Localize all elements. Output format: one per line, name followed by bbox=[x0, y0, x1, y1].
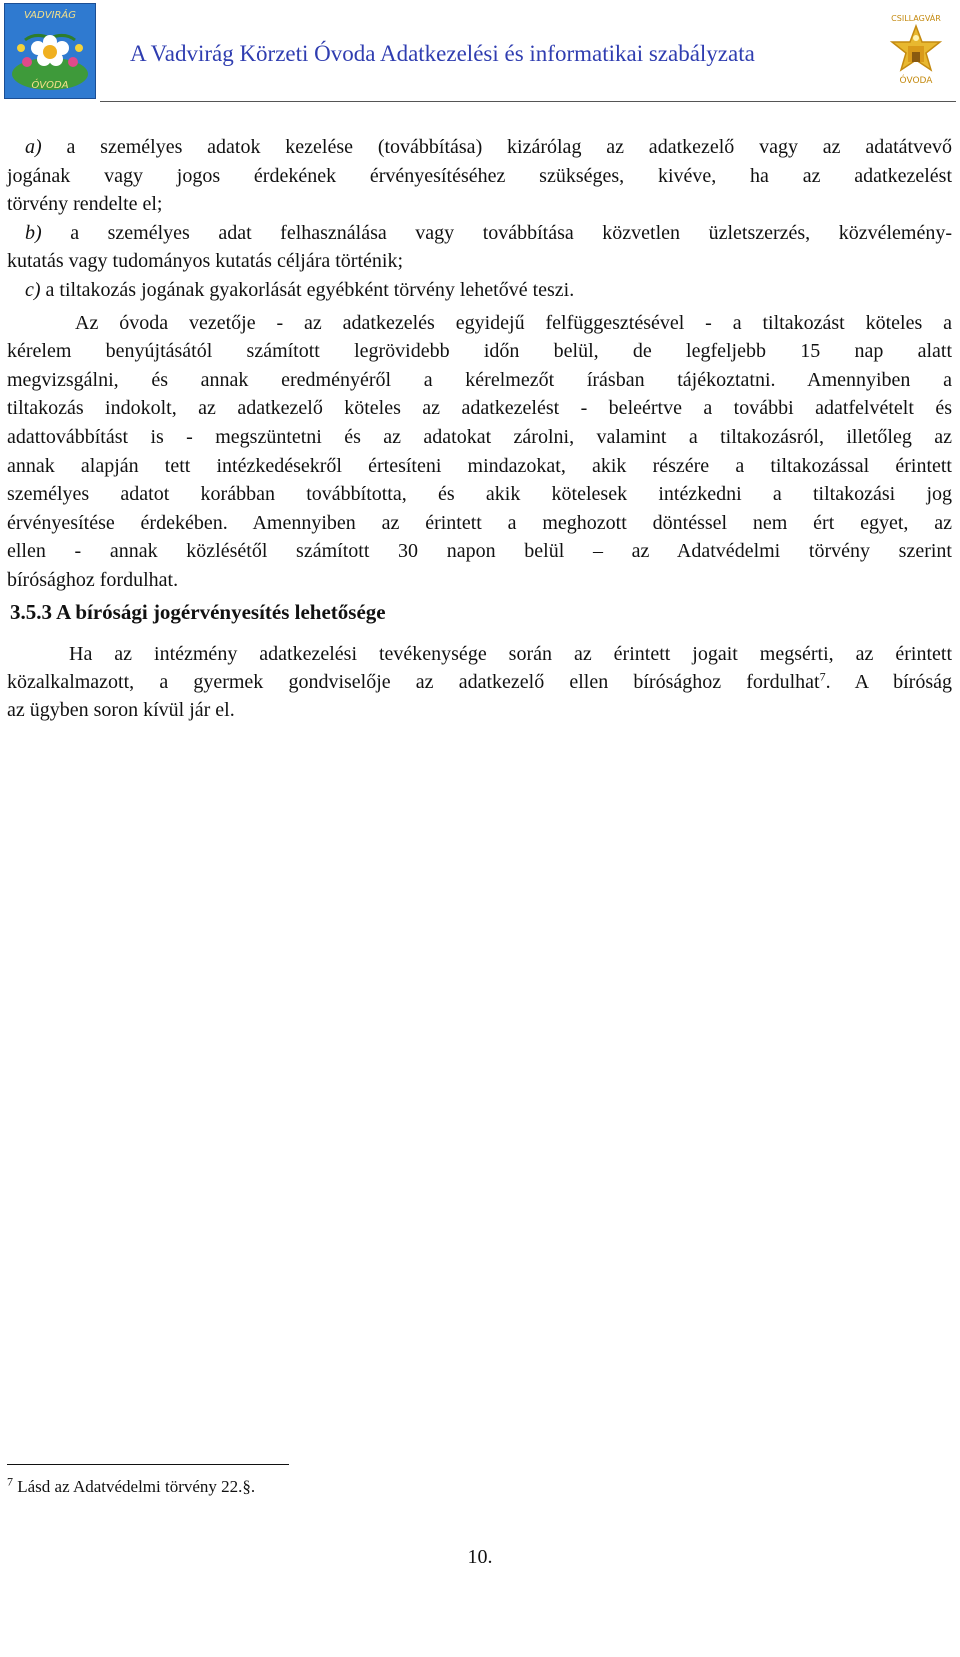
list-item-a bbox=[7, 133, 952, 219]
paragraph-line: érvényesítése érdekében. Amennyiben az érintett a meghozott döntéssel nem ért egyet, az bbox=[7, 511, 952, 534]
list-item-label: b) bbox=[25, 221, 42, 244]
csillagvar-logo-text-top: CSILLAGVÁR bbox=[891, 14, 941, 23]
paragraph-line: személyes adatot korábban továbbította, és akik kötelesek intézkedni a tiltakozási jog bbox=[7, 483, 952, 506]
page-number: 10. bbox=[467, 1546, 493, 1568]
paragraph-line bbox=[7, 668, 952, 696]
paragraph-line: az ügyben soron kívül jár el. bbox=[7, 699, 235, 721]
paragraph-text: . A bíróság bbox=[825, 671, 953, 693]
list-item-text: a személyes adatok kezelése (továbbítása) kizárólag az adatkezelő vagy az adatátvevő bbox=[41, 136, 952, 158]
csillagvar-logo-text-bottom: ÓVODA bbox=[899, 76, 933, 86]
list-item-line bbox=[7, 133, 952, 162]
paragraph-line: Az óvoda vezetője - az adatkezelés egyidejű felfüggesztésével - a tiltakozást köteles a bbox=[75, 311, 952, 334]
page-header bbox=[0, 0, 960, 103]
paragraph-line: Ha az intézmény adatkezelési tevékenysége során az érintett jogait megsérti, az érintett bbox=[69, 643, 952, 665]
footnote-text: Lásd az Adatvédelmi törvény 22.§. bbox=[13, 1477, 256, 1496]
list-item-line bbox=[7, 219, 952, 248]
paragraph-line: ellen - annak közlésétől számított 30 napon belül – az Adatvédelmi törvény szerint bbox=[7, 540, 952, 563]
footnote-number: 7 bbox=[7, 1474, 13, 1489]
paragraph-objection bbox=[7, 309, 952, 595]
section-heading: 3.5.3 A bírósági jogérvényesítés lehetősége bbox=[10, 600, 386, 624]
header-title: A Vadvirág Körzeti Óvoda Adatkezelési és informatikai szabályzata bbox=[130, 41, 755, 66]
paragraph-line: bírósághoz fordulhat. bbox=[7, 568, 179, 591]
paragraph-line: megvizsgálni, és annak eredményéről a kérelmezőt írásban tájékoztatni. Amennyiben a bbox=[7, 368, 952, 391]
footnote-reference[interactable]: 7 bbox=[819, 669, 826, 684]
csillagvar-logo bbox=[884, 8, 948, 90]
header-divider bbox=[100, 101, 956, 102]
list-item-text: a tiltakozás jogának gyakorlását egyébként törvény lehetővé teszi. bbox=[40, 278, 575, 301]
paragraph-text: közalkalmazott, a gyermek gondviselője az adatkezelő ellen bírósághoz fordulhat bbox=[7, 671, 820, 693]
list-item-line bbox=[7, 276, 952, 305]
list-item-b bbox=[7, 219, 952, 276]
paragraph-line: annak alapján tett intézkedésekről értesíteni mindazokat, akik részére a tiltakozással érintett bbox=[7, 454, 952, 477]
vadvirag-logo bbox=[4, 3, 96, 99]
list-item-line: jogának vagy jogos érdekének érvényesítéséhez szükséges, kivéve, ha az adatkezelést bbox=[7, 164, 952, 187]
list-item-label: a) bbox=[25, 136, 42, 158]
paragraph-line: adattovábbítást is - megszüntetni és az adatokat zárolni, valamint a tiltakozásról, illetőleg az bbox=[7, 425, 952, 448]
list-item-text: a személyes adat felhasználása vagy továbbítása közvetlen üzletszerzés, közvélemény- bbox=[41, 221, 952, 244]
list-item-label: c) bbox=[25, 278, 41, 301]
vadvirag-logo-text-bottom: ÓVODA bbox=[31, 80, 69, 91]
document-body bbox=[7, 133, 952, 595]
list-item-line: törvény rendelte el; bbox=[7, 193, 163, 216]
vadvirag-logo-text-top: VADVIRÁG bbox=[23, 10, 77, 21]
paragraph-line: tiltakozás indokolt, az adatkezelő köteles az adatkezelést - beleértve a további adatfelvételt és bbox=[7, 397, 952, 420]
footnote bbox=[7, 1474, 256, 1497]
footnote-divider bbox=[7, 1464, 289, 1465]
paragraph-line: kérelem benyújtásától számított legrövidebb időn belül, de legfeljebb 15 nap alatt bbox=[7, 340, 952, 363]
paragraph-court bbox=[7, 640, 952, 724]
list-item-c bbox=[7, 276, 952, 305]
list-item-line: kutatás vagy tudományos kutatás céljára történik; bbox=[7, 250, 403, 273]
